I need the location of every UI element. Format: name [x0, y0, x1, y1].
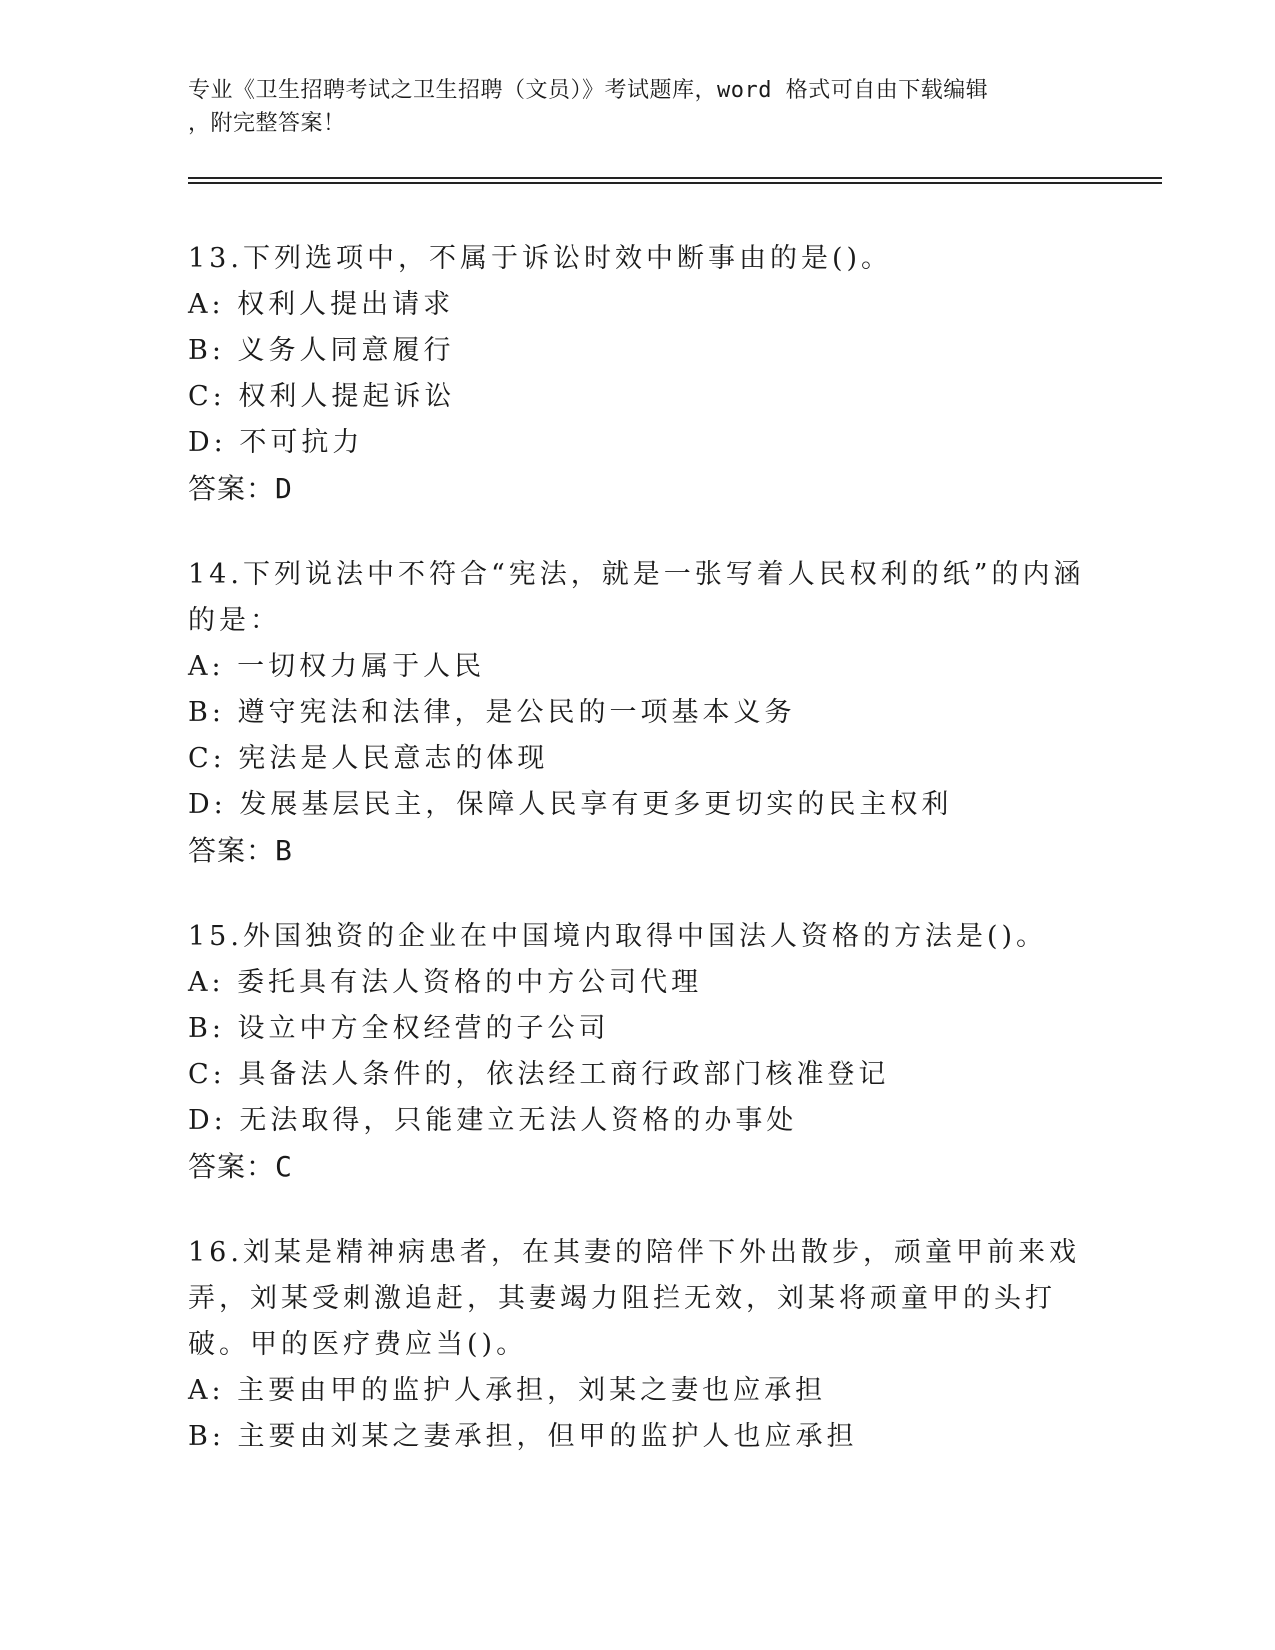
- header-divider-bottom: [188, 182, 1162, 184]
- option-a: A: 权利人提出请求: [188, 289, 455, 320]
- option-b: B: 设立中方全权经营的子公司: [188, 1013, 610, 1044]
- question-stem: 13.下列选项中，不属于诉讼时效中断事由的是()。: [188, 243, 893, 274]
- page-header: [188, 74, 1078, 140]
- question-13: [188, 236, 1088, 512]
- question-14: [188, 552, 1088, 874]
- question-16: [188, 1230, 1088, 1460]
- answer: 答案：D: [188, 472, 293, 505]
- question-stem: 14.下列说法中不符合“宪法，就是一张写着人民权利的纸”的内涵的是：: [188, 559, 1085, 636]
- option-d: D: 不可抗力: [188, 427, 364, 458]
- option-c: C: 具备法人条件的，依法经工商行政部门核准登记: [188, 1059, 890, 1090]
- option-c: C: 宪法是人民意志的体现: [188, 743, 549, 774]
- option-b: B: 义务人同意履行: [188, 335, 455, 366]
- option-d: D: 发展基层民主，保障人民享有更多更切实的民主权利: [188, 789, 953, 820]
- question-stem: 15.外国独资的企业在中国境内取得中国法人资格的方法是()。: [188, 921, 1048, 952]
- option-b: B: 遵守宪法和法律，是公民的一项基本义务: [188, 697, 796, 728]
- answer: 答案：C: [188, 1150, 293, 1183]
- header-line-2: ，附完整答案！: [188, 111, 346, 136]
- option-a: A: 主要由甲的监护人承担，刘某之妻也应承担: [188, 1375, 827, 1406]
- header-line-1: 专业《卫生招聘考试之卫生招聘（文员）》考试题库，word 格式可自由下载编辑: [188, 78, 989, 103]
- answer: 答案：B: [188, 834, 293, 867]
- option-d: D: 无法取得，只能建立无法人资格的办事处: [188, 1105, 798, 1136]
- option-b: B: 主要由刘某之妻承担，但甲的监护人也应承担: [188, 1421, 858, 1452]
- option-c: C: 权利人提起诉讼: [188, 381, 456, 412]
- question-list: [188, 236, 1088, 1500]
- option-a: A: 一切权力属于人民: [188, 651, 486, 682]
- option-a: A: 委托具有法人资格的中方公司代理: [188, 967, 703, 998]
- question-stem: 16.刘某是精神病患者，在其妻的陪伴下外出散步，顽童甲前来戏弄，刘某受刺激追赶，其妻竭力阻拦无效，刘某将顽童甲的头打破。甲的医疗费应当()。: [188, 1237, 1080, 1360]
- question-15: [188, 914, 1088, 1190]
- header-divider-top: [188, 177, 1162, 179]
